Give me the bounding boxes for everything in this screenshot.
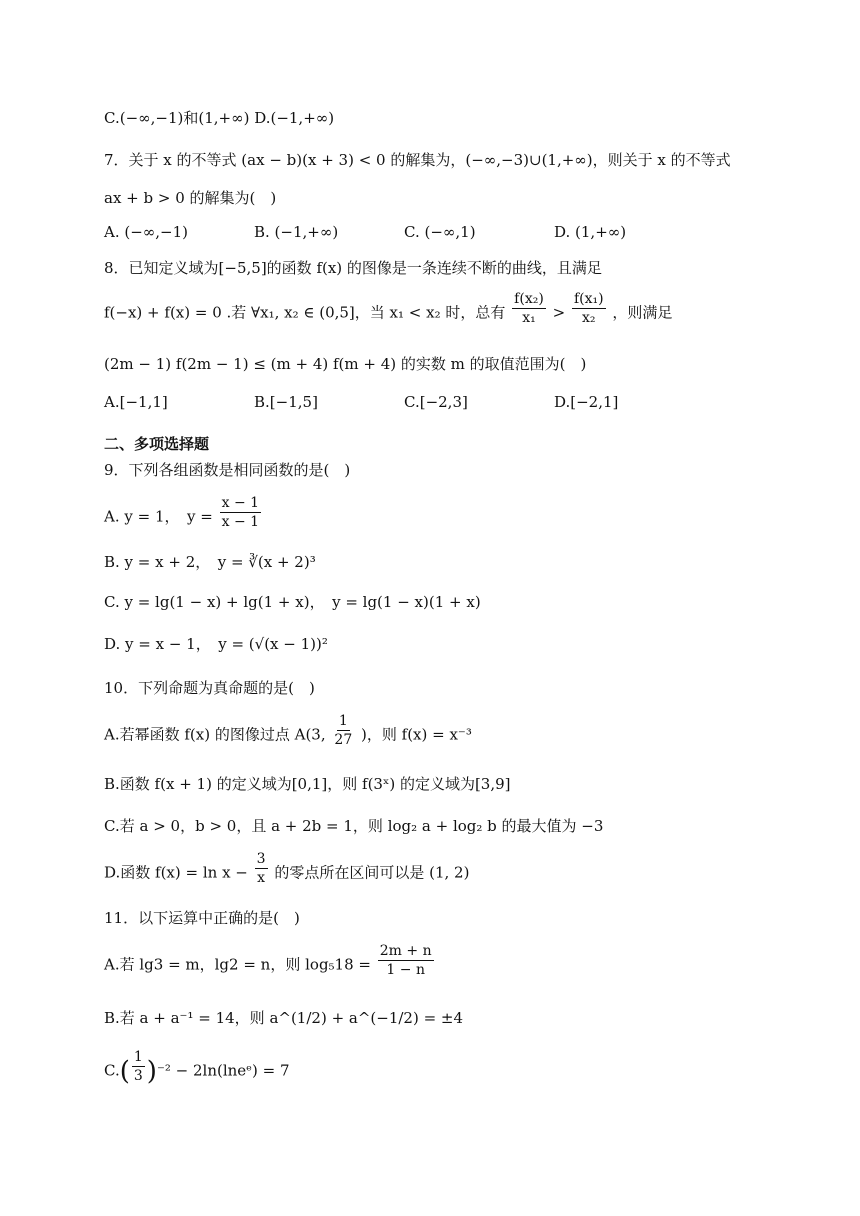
q11a-fraction bbox=[378, 942, 434, 979]
question-10-stem: 10．下列命题为真命题的是( ) bbox=[104, 679, 315, 697]
q10d-text-end: 的零点所在区间可以是 (1, 2) bbox=[274, 863, 470, 882]
q8-frac1-num: f(x₂) bbox=[514, 291, 544, 307]
q11a-den: 1 − n bbox=[386, 962, 425, 978]
q11a-num: 2m + n bbox=[379, 943, 432, 959]
q9a-fraction bbox=[220, 494, 261, 531]
q11c-num: 1 bbox=[133, 1049, 143, 1065]
q11a-text: A.若 lg3 = m，lg2 = n，则 log₅18 = bbox=[104, 955, 371, 974]
q8-frac2-num: f(x₁) bbox=[573, 291, 604, 307]
q8-fraction-1 bbox=[512, 290, 546, 327]
q8-condition-end: ，则满足 bbox=[612, 303, 673, 322]
q7-option-d[interactable]: D. (1,+∞) bbox=[554, 223, 627, 241]
q7-option-a[interactable]: A. (−∞,−1) bbox=[104, 223, 189, 241]
question-7-stem-cont: ax + b > 0 的解集为( ) bbox=[104, 189, 277, 207]
q11c-text-end: ⁻² − 2ln(lneᵉ) = 7 bbox=[156, 1061, 290, 1080]
q10a-text: A.若幂函数 f(x) 的图像过点 A(3, bbox=[104, 725, 326, 744]
q8-fraction-2 bbox=[572, 290, 606, 327]
q7-option-b[interactable]: B. (−1,+∞) bbox=[254, 223, 339, 241]
q7-option-c[interactable]: C. (−∞,1) bbox=[404, 223, 476, 241]
q10d-den: x bbox=[257, 870, 266, 886]
q9-option-a[interactable] bbox=[104, 495, 263, 531]
q8-condition-text: f(−x) + f(x) = 0 .若 ∀x₁, x₂ ∈ (0,5]，当 x₁ < x₂ 时，总有 bbox=[104, 303, 506, 322]
q8-option-c[interactable]: C.[−2,3] bbox=[404, 393, 468, 411]
q9a-num: x − 1 bbox=[221, 495, 260, 511]
question-9-stem: 9．下列各组函数是相同函数的是( ) bbox=[104, 461, 351, 479]
question-7-stem: 7．关于 x 的不等式 (ax − b)(x + 3) < 0 的解集为，(−∞,−3)∪(1,+∞)，则关于 x 的不等式 bbox=[104, 151, 731, 169]
q9a-text: A. y = 1， y = bbox=[104, 507, 213, 526]
q10d-text: D.函数 f(x) = ln x − bbox=[104, 863, 248, 882]
q8-option-d[interactable]: D.[−2,1] bbox=[554, 393, 619, 411]
q9-option-c[interactable]: C. y = lg(1 − x) + lg(1 + x)， y = lg(1 − x)(1 + x) bbox=[104, 593, 481, 611]
question-8-condition bbox=[104, 291, 673, 327]
section-heading: 二、多项选择题 bbox=[104, 435, 210, 453]
q10a-num: 1 bbox=[338, 713, 348, 729]
q10-option-c[interactable]: C.若 a > 0，b > 0，且 a + 2b = 1，则 log₂ a + log₂ b 的最大值为 −3 bbox=[104, 817, 604, 835]
q10d-fraction bbox=[255, 850, 268, 887]
question-8-stem: 8．已知定义域为[−5,5]的函数 f(x) 的图像是一条连续不断的曲线，且满足 bbox=[104, 259, 602, 277]
q11c-fraction bbox=[132, 1048, 145, 1085]
q11-option-c[interactable] bbox=[104, 1049, 290, 1087]
q8-frac1-den: x₁ bbox=[522, 310, 536, 326]
question-7-options bbox=[104, 222, 626, 242]
q10-option-a[interactable] bbox=[104, 713, 472, 749]
q11-option-b[interactable]: B.若 a + a⁻¹ = 14，则 a^(1/2) + a^(−1/2) = ±4 bbox=[104, 1009, 464, 1027]
question-7-option-line: C.(−∞,−1)和(1,+∞) D.(−1,+∞) bbox=[104, 109, 335, 127]
question-8-inequality: (2m − 1) f(2m − 1) ≤ (m + 4) f(m + 4) 的实数 m 的取值范围为( ) bbox=[104, 355, 587, 373]
q10-option-b[interactable]: B.函数 f(x + 1) 的定义域为[0,1]，则 f(3ˣ) 的定义域为[3,9] bbox=[104, 775, 511, 793]
q10a-text-end: )，则 f(x) = x⁻³ bbox=[361, 725, 472, 744]
q11c-text: C. bbox=[104, 1061, 120, 1080]
q9-option-d[interactable]: D. y = x − 1， y = (√(x − 1))² bbox=[104, 635, 328, 653]
q10d-num: 3 bbox=[256, 851, 266, 867]
q10-option-d[interactable] bbox=[104, 851, 470, 887]
q10a-fraction bbox=[332, 712, 354, 749]
q11c-paren-close: ) bbox=[146, 1056, 157, 1087]
q9a-den: x − 1 bbox=[221, 514, 260, 530]
q11-option-a[interactable] bbox=[104, 943, 436, 979]
q10a-den: 27 bbox=[334, 732, 353, 748]
question-8-options bbox=[104, 392, 618, 412]
q11c-paren-open: ( bbox=[119, 1056, 130, 1087]
q8-frac2-den: x₂ bbox=[581, 310, 596, 326]
q8-option-a[interactable]: A.[−1,1] bbox=[104, 393, 168, 411]
q9-option-b[interactable]: B. y = x + 2， y = ∛(x + 2)³ bbox=[104, 553, 316, 571]
q8-gt: > bbox=[552, 303, 566, 322]
question-11-stem: 11．以下运算中正确的是( ) bbox=[104, 909, 300, 927]
q11c-den: 3 bbox=[133, 1068, 143, 1084]
q8-option-b[interactable]: B.[−1,5] bbox=[254, 393, 318, 411]
